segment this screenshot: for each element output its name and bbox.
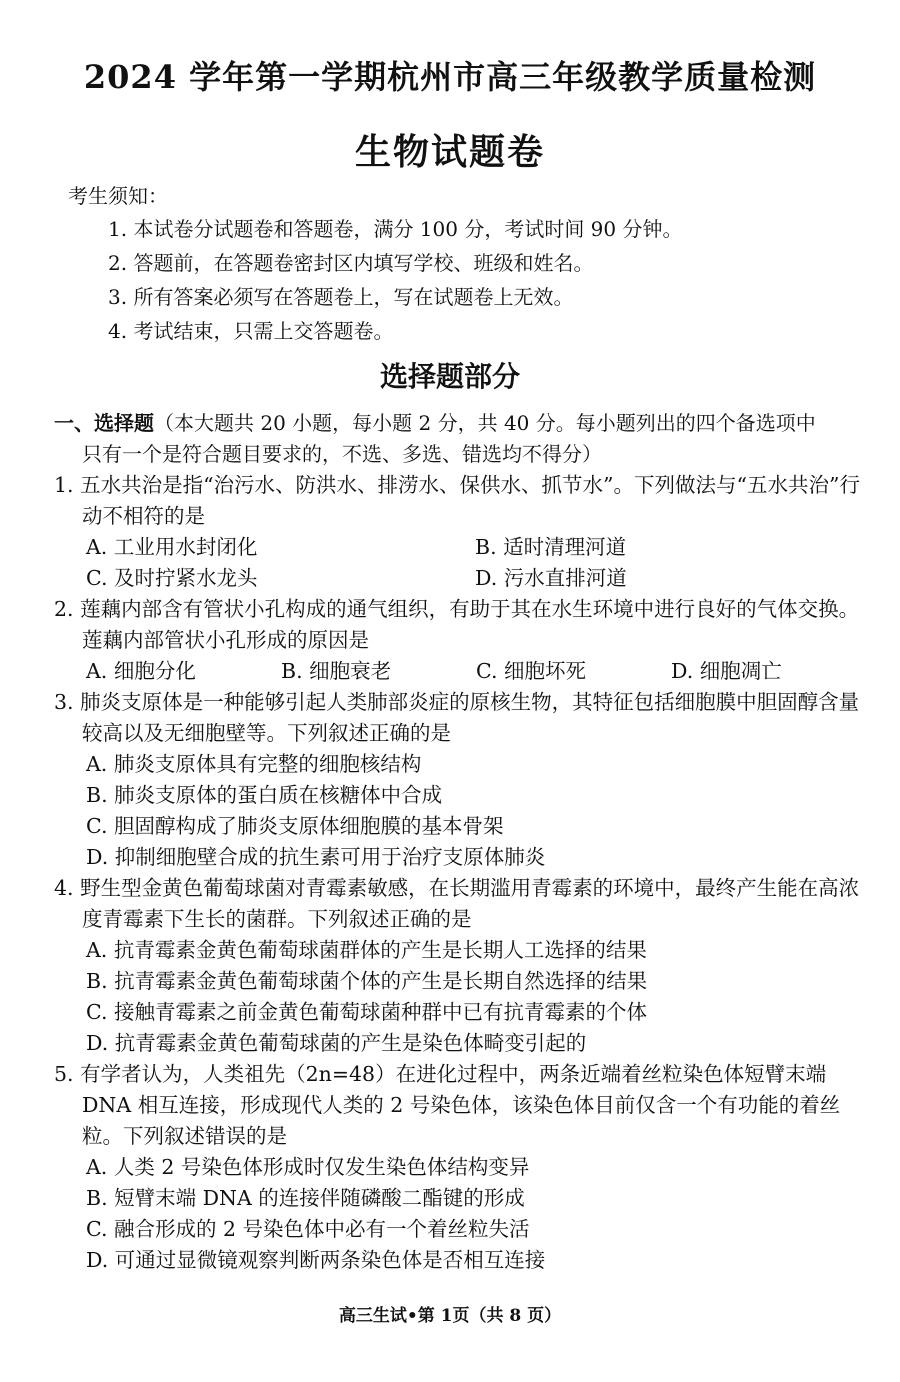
part-description: （本大题共 20 小题，每小题 2 分，共 40 分。每小题列出的四个备选项中	[154, 411, 816, 435]
option-b: B. 肺炎支原体的蛋白质在核糖体中合成	[86, 783, 443, 807]
part-description-cont: 只有一个是符合题目要求的，不选、多选、错选均不得分）	[82, 442, 602, 466]
question-stem: 3. 肺炎支原体是一种能够引起人类肺部炎症的原核生物，其特征包括细胞膜中胆固醇含量较高以及无细胞壁等。下列叙述正确的是	[54, 690, 860, 745]
option-d: D. 污水直排河道	[475, 566, 627, 590]
section-title: 选择题部分	[379, 360, 520, 393]
option-c: C. 接触青霉素之前金黄色葡萄球菌种群中已有抗青霉素的个体	[86, 1000, 647, 1024]
notice-item: 2. 答题前，在答题卷密封区内填写学校、班级和姓名。	[108, 251, 594, 275]
option-a: A. 人类 2 号染色体形成时仅发生染色体结构变异	[86, 1155, 530, 1179]
option-b: B. 细胞衰老	[281, 659, 392, 683]
option-c: C. 及时拧紧水龙头	[86, 566, 258, 590]
option-a: A. 细胞分化	[86, 659, 196, 683]
option-a: A. 肺炎支原体具有完整的细胞核结构	[86, 752, 422, 776]
option-d: D. 可通过显微镜观察判断两条染色体是否相互连接	[86, 1248, 546, 1272]
option-c: C. 融合形成的 2 号染色体中必有一个着丝粒失活	[86, 1217, 530, 1241]
option-c: C. 胆固醇构成了肺炎支原体细胞膜的基本骨架	[86, 814, 504, 838]
question-list	[54, 470, 864, 1276]
option-d: D. 抗青霉素金黄色葡萄球菌的产生是染色体畸变引起的	[86, 1031, 587, 1055]
notice-item: 3. 所有答案必须写在答题卷上，写在试题卷上无效。	[108, 285, 574, 309]
part-label: 一、选择题	[54, 411, 154, 435]
notice-item: 4. 考试结束，只需上交答题卷。	[108, 319, 394, 343]
notice-list	[108, 212, 683, 348]
part-heading	[54, 408, 874, 470]
option-a: A. 抗青霉素金黄色葡萄球菌群体的产生是长期人工选择的结果	[86, 938, 647, 962]
question-4	[54, 873, 864, 1059]
option-c: C. 细胞坏死	[476, 659, 586, 683]
question-5	[54, 1059, 864, 1276]
option-b: B. 适时清理河道	[475, 535, 627, 559]
option-b: B. 抗青霉素金黄色葡萄球菌个体的产生是长期自然选择的结果	[86, 969, 648, 993]
page-subtitle: 生物试题卷	[354, 131, 545, 173]
option-a: A. 工业用水封闭化	[86, 535, 258, 559]
question-3	[54, 687, 864, 873]
option-d: D. 细胞凋亡	[671, 659, 782, 683]
notice-heading: 考生须知：	[68, 184, 168, 208]
question-stem: 5. 有学者认为，人类祖先（2n=48）在进化过程中，两条近端着丝粒染色体短臂末端DNA 相互连接，形成现代人类的 2 号染色体，该染色体目前仅含一个有功能的着丝粒。下列叙述错误的是	[54, 1062, 841, 1148]
option-b: B. 短臂末端 DNA 的连接伴随磷酸二酯键的形成	[86, 1186, 525, 1210]
page-title: 2024 学年第一学期杭州市高三年级教学质量检测	[83, 58, 817, 96]
option-d: D. 抑制细胞壁合成的抗生素可用于治疗支原体肺炎	[86, 845, 546, 869]
question-1	[54, 470, 864, 594]
question-stem: 1. 五水共治是指“治污水、防洪水、排涝水、保供水、抓节水”。下列做法与“五水共治”行动不相符的是	[54, 473, 860, 528]
question-stem: 2. 莲藕内部含有管状小孔构成的通气组织，有助于其在水生环境中进行良好的气体交换。莲藕内部管状小孔形成的原因是	[54, 597, 860, 652]
notice-item: 1. 本试卷分试题卷和答题卷，满分 100 分，考试时间 90 分钟。	[108, 217, 683, 241]
question-2	[54, 594, 864, 687]
question-stem: 4. 野生型金黄色葡萄球菌对青霉素敏感，在长期滥用青霉素的环境中，最终产生能在高浓度青霉素下生长的菌群。下列叙述正确的是	[54, 876, 860, 931]
page-footer: 高三生试•第 1页（共 8 页）	[338, 1306, 562, 1326]
